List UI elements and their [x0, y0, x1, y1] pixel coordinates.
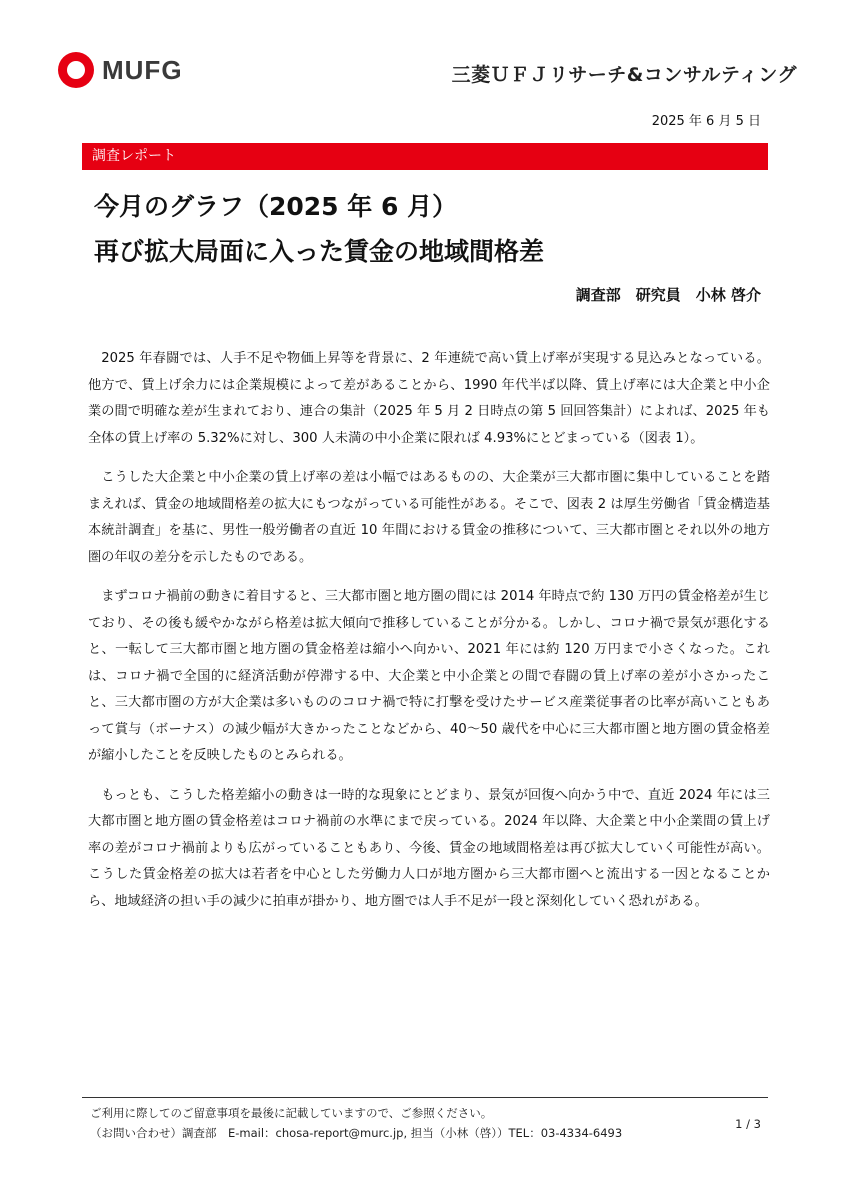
- paragraph-4: もっとも、こうした格差縮小の動きは一時的な現象にとどまり、景気が回復へ向かう中で、直近 2024 年には三大都市圏と地方圏の賃金格差はコロナ禍前の水準にまで戻っている。2024 年以降、大企業と中小企業間の賃上げ率の差がコロナ禍前よりも広がっていることもあり、今後、賃金の地域間格差は再び拡大していく可能性が高い。こうした賃金格差の拡大は若者を中心とした労働力人口が地方圏から三大都市圏へと流出する一因となることから、地域経済の担い手の減少に拍車が掛かり、地方圏では人手不足が一段と深刻化していく恐れがある。: [88, 787, 770, 909]
- mufg-logo-mark-icon: [58, 52, 94, 88]
- page-number: 1 / 3: [735, 1117, 761, 1131]
- category-banner: 調査レポート: [82, 143, 768, 170]
- mufg-logo: [58, 52, 183, 88]
- logo-text: MUFG: [102, 54, 183, 85]
- report-body: [88, 346, 770, 928]
- author: 調査部 研究員 小林 啓介: [575, 286, 761, 304]
- footer-note: ご利用に際してのご留意事項を最後に記載していますので、ご参照ください。: [90, 1106, 493, 1120]
- report-date: 2025 年 6 月 5 日: [651, 114, 761, 129]
- report-title-line2: 再び拡大局面に入った賃金の地域間格差: [94, 237, 545, 266]
- company-name: 三菱ＵＦＪリサーチ&コンサルティング: [451, 64, 797, 86]
- report-title-line1: 今月のグラフ（2025 年 6 月）: [94, 192, 458, 221]
- footer-divider: [82, 1097, 768, 1098]
- paragraph-1: 2025 年春闘では、人手不足や物価上昇等を背景に、2 年連続で高い賃上げ率が実現する見込みとなっている。他方で、賃上げ余力には企業規模によって差があることから、1990 年代半ば以降、賃上げ率には大企業と中小企業の間で明確な差が生まれており、連合の集計（2025 年 5 月 2 日時点の第 5 回回答集計）によれば、2025 年も全体の賃上げ率の 5.32%に対し、300 人未満の中小企業に限れば 4.93%にとどまっている（図表 1）。: [88, 351, 770, 446]
- footer-contact: （お問い合わせ）調査部 E-mail：chosa-report@murc.jp, 担当（小林（啓））TEL：03-4334-6493: [90, 1126, 623, 1140]
- paragraph-3: まずコロナ禍前の動きに着目すると、三大都市圏と地方圏の間には 2014 年時点で約 130 万円の賃金格差が生じており、その後も緩やかながら格差は拡大傾向で推移していることが分かる。しかし、コロナ禍で景気が悪化すると、一転して三大都市圏と地方圏の賃金格差は縮小へ向かい、2021 年には約 120 万円まで小さくなった。これは、コロナ禍で全国的に経済活動が停滞する中、大企業と中小企業との間で春闘の賃上げ率の差が小さかったこと、三大都市圏の方が大企業は多いもののコロナ禍で特に打撃を受けたサービス産業従事者の比率が高いこともあって賞与（ボーナス）の減少幅が大きかったことなどから、40～50 歳代を中心に三大都市圏と地方圏の賃金格差が縮小したことを反映したものとみられる。: [88, 589, 770, 763]
- paragraph-2: こうした大企業と中小企業の賃上げ率の差は小幅ではあるものの、大企業が三大都市圏に集中していることを踏まえれば、賃金の地域間格差の拡大にもつながっている可能性がある。そこで、図表 2 は厚生労働省「賃金構造基本統計調査」を基に、男性一般労働者の直近 10 年間における賃金の推移について、三大都市圏とそれ以外の地方圏の年収の差分を示したものである。: [88, 470, 770, 565]
